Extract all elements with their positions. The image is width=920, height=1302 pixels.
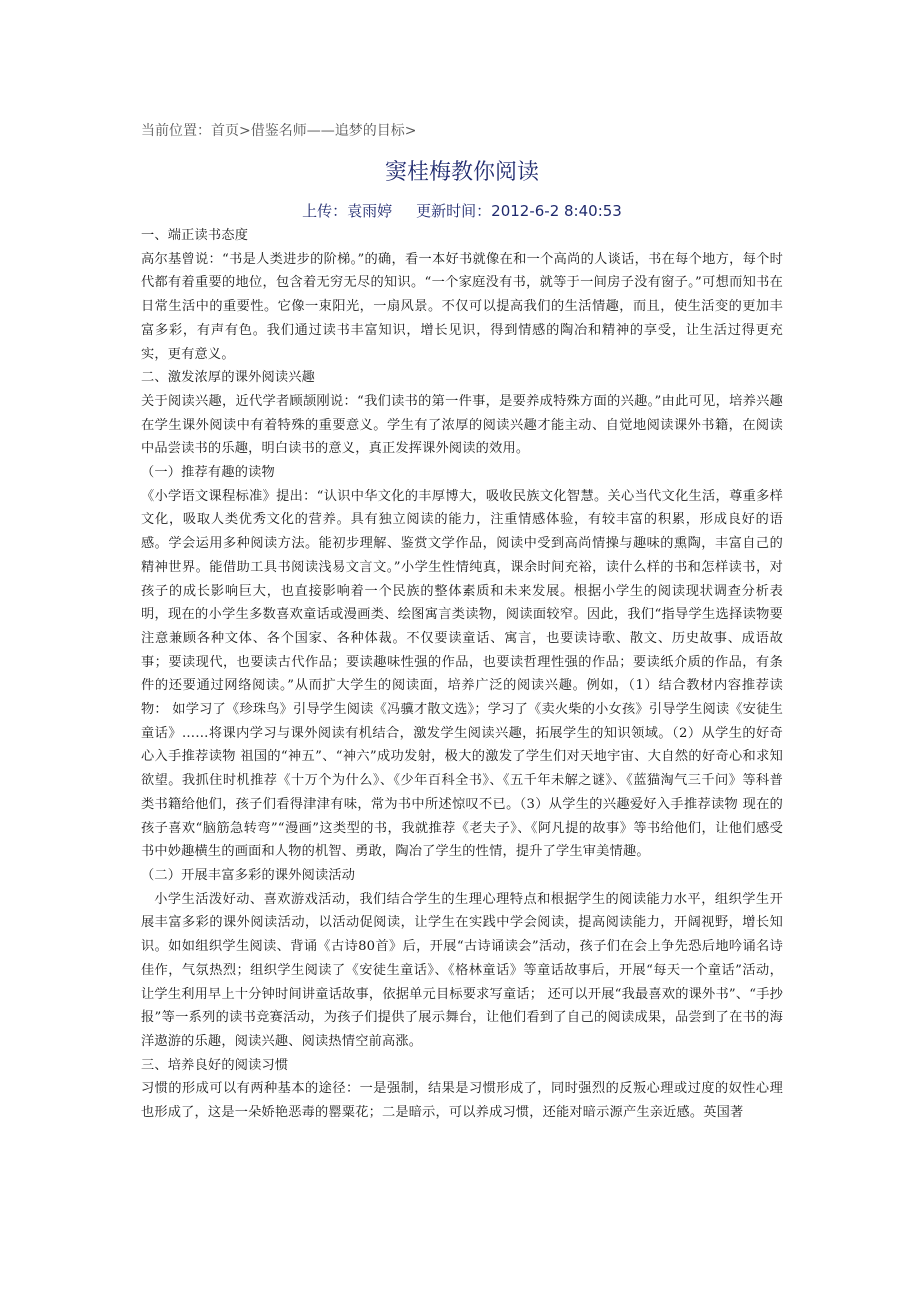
page-title: 窦桂梅教你阅读 [384, 160, 539, 185]
section-heading: 一、端正读书态度 [141, 228, 249, 243]
paragraph: 高尔基曾说：“书是人类进步的阶梯。”的确，看一本好书就像在和一个高尚的人谈话，书在每个地方，每个时代都有着重要的地位，包含着无穷无尽的知识。“一个家庭没有书，就等于一间房子没有窗子。”可想而知书在日常生活中的重要性。它像一束阳光，一扇风景。不仅可以提高我们的生活情趣，而且，使生活变的更加丰富多彩，有声有色。我们通过读书丰富知识，增长见识，得到情感的陶冶和精神的享受，让生活过得更充实，更有意义。 [141, 251, 783, 362]
article-meta [141, 198, 783, 224]
update-time: 更新时间：2012-6-2 8:40:53 [416, 202, 622, 220]
article-body [141, 224, 783, 1125]
breadcrumb: 当前位置：首页>借鉴名师——追梦的目标> [141, 123, 417, 139]
paragraph: 习惯的形成可以有两种基本的途径：一是强制，结果是习惯形成了，同时强烈的反叛心理或过度的奴性心理也形成了，这是一朵娇艳恶毒的罂粟花；二是暗示，可以养成习惯，还能对暗示源产生亲近感。英国著 [141, 1081, 783, 1121]
uploader-label: 上传：袁雨婷 [302, 202, 393, 220]
paragraph: 关于阅读兴趣，近代学者顾颉刚说：“我们读书的第一件事，是要养成特殊方面的兴趣。”由此可见，培养兴趣在学生课外阅读中有着特殊的重要意义。学生有了浓厚的阅读兴趣才能主动、自觉地阅读课外书籍，在阅读中品尝读书的乐趣，明白读书的意义，真正发挥课外阅读的效用。 [141, 393, 783, 457]
section-heading: 二、激发浓厚的课外阅读兴趣 [141, 370, 316, 386]
document-page [141, 120, 783, 1125]
subsection-heading: （二）开展丰富多彩的课外阅读活动 [141, 867, 356, 883]
paragraph: 小学生活泼好动、喜欢游戏活动，我们结合学生的生理心理特点和根据学生的阅读能力水平，组织学生开展丰富多彩的课外阅读活动，以活动促阅读，让学生在实践中学会阅读，提高阅读能力，开阔视野，增长知识。如如组织学生阅读、背诵《古诗80首》后，开展“古诗诵读会”活动，孩子们在会上争先恐后地吟诵名诗佳作，气氛热烈；组织学生阅读了《安徒生童话》、《格林童话》等童话故事后，开展“每天一个童话”活动，让学生利用早上十分钟时间讲童话故事，依据单元目标要求写童话； 还可以开展“我最喜欢的课外书”、“手抄报”等一系列的读书竞赛活动，为孩子们提供了展示舞台，让他们看到了自己的阅读成果，品尝到了在书的海洋遨游的乐趣，阅读兴趣、阅读热情空前高涨。 [141, 891, 783, 1049]
section-heading: 三、培养良好的阅读习惯 [141, 1057, 289, 1073]
subsection-heading: （一）推荐有趣的读物 [141, 465, 275, 481]
paragraph: 《小学语文课程标准》提出：“认识中华文化的丰厚博大，吸收民族文化智慧。关心当代文化生活，尊重多样文化，吸取人类优秀文化的营养。具有独立阅读的能力，注重情感体验，有较丰富的积累，形成良好的语感。学会运用多种阅读方法。能初步理解、鉴赏文学作品，阅读中受到高尚情操与趣味的熏陶，丰富自己的精神世界。能借助工具书阅读浅易文言文。”小学生性情纯真，课余时间充裕，读什么样的书和怎样读书，对孩子的成长影响巨大，也直接影响着一个民族的整体素质和未来发展。根据小学生的阅读现状调查分析表明，现在的小学生多数喜欢童话或漫画类、绘图寓言类读物，阅读面较窄。因此，我们“指导学生选择读物要注意兼顾各种文体、各个国家、各种体裁。不仅要读童话、寓言，也要读诗歌、散文、历史故事、成语故事；要读现代，也要读古代作品；要读趣味性强的作品，也要读哲理性强的作品；要读纸介质的作品，有条件的还要通过网络阅读。”从而扩大学生的阅读面，培养广泛的阅读兴趣。例如，（1）结合教材内容推荐读物： 如学习了《珍珠鸟》引导学生阅读《冯骥才散文选》；学习了《卖火柴的小女孩》引导学生阅读《安徒生童话》……将课内学习与课外阅读有机结合，激发学生阅读兴趣，拓展学生的知识领域。（2）从学生的好奇心入手推荐读物 祖国的“神五”、“神六”成功发射，极大的激发了学生们对天地宇宙、大自然的好奇心和求知欲望。我抓住时机推荐《十万个为什么》、《少年百科全书》、《五千年未解之谜》、《蓝猫淘气三千问》等科普类书籍给他们，孩子们看得津津有味，常为书中所述惊叹不已。（3）从学生的兴趣爱好入手推荐读物 现在的孩子喜欢“脑筋急转弯”“漫画”这类型的书，我就推荐《老夫子》、《阿凡提的故事》等书给他们，让他们感受书中妙趣横生的画面和人物的机智、勇敢，陶冶了学生的性情，提升了学生审美情趣。 [141, 488, 783, 860]
